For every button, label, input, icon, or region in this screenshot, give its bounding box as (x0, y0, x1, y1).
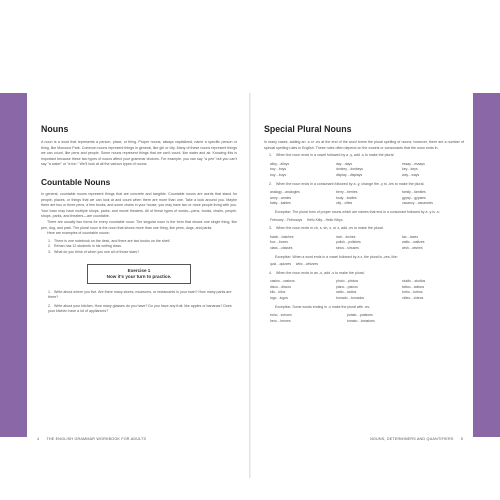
exercise-box (87, 264, 191, 284)
countable-paragraph-2: There are usually two forms for every countable noun. The singular noun is the form that shows one single thing, like pen, dog, and park. The plural noun is the noun that shows more than one thing, like pens, dogs, and parks. (41, 219, 237, 230)
word-pair: buy…buys (270, 172, 287, 177)
word-pair: tomato…tomatoes (347, 318, 375, 323)
book-gutter (249, 93, 251, 478)
left-color-tab (0, 93, 27, 437)
rule-3-exception-words: quiz…quizzes whiz…whizzes (270, 262, 319, 267)
nouns-intro: A noun is a word that represents a person, place, or thing. Proper nouns, always capitalized, name a specific person or thing, like Monsoor Park. Common nouns represent things in general, like girl or city. Many of these nouns represent things we can count, like pens and people. Some nouns represent things that we can't count, like water and air. Knowing this is important because these two types of nouns affect your grammar choices. For example, you can say "a pen" but you can't say "a water" or "a fun." We'll look at all the various types of nouns. (41, 140, 237, 167)
exercise-title: Exercise 1 (127, 267, 151, 273)
right-footer (370, 437, 469, 441)
word-pair: analogy…analogies (270, 190, 300, 195)
word-pair: tornado…tornados (336, 296, 365, 301)
right-page (264, 124, 464, 327)
word-pair: family…families (402, 190, 426, 195)
left-footer (31, 437, 146, 441)
word-pair: hero…heroes (270, 318, 291, 323)
word-pair: alloy…alloys (270, 161, 290, 166)
rule-1-words (270, 162, 464, 179)
rule-4: 4. When the noun ends in an -o, add -s to make the plural. (269, 270, 365, 275)
list-item: 1. There is one notebook on the desk, and there are two books on the shelf. (48, 238, 171, 243)
word-pair: echo…echoes (270, 313, 292, 318)
word-pair: army…armies (270, 195, 292, 200)
word-pair: waltz…waltzes (402, 240, 425, 245)
right-footer-title: NOUNS, DETERMINERS AND QUANTIFIERS (370, 437, 454, 441)
word-pair: studio…studios (402, 279, 426, 284)
rule-4-exception: Exception: Some words ending in -o make the plural with -es: (275, 304, 370, 309)
word-pair: disco…discos (270, 284, 291, 289)
word-pair: batch…batches (270, 234, 294, 239)
left-footer-title: THE ENGLISH GRAMMAR WORKBOOK FOR ADULTS (46, 437, 147, 441)
rule-4-exception-words (270, 313, 420, 324)
rule-3: 3. When the noun ends in ch, s, sh, x, or z, add -es to make the plural. (269, 226, 384, 231)
word-pair: class…classes (270, 245, 293, 250)
word-pair: polish…polishes (336, 240, 361, 245)
exercise-subtitle: Now it's your turn to practice. (106, 273, 172, 279)
special-plural-intro: In many cases, adding an -s or -es at the end of the word forms the plural spelling of nouns; however, there are a number of special spelling rules in English. These rules often depend on the vowels or consonants that the noun ends in. (264, 140, 464, 150)
rule-4-words (270, 279, 464, 301)
word-pair: box…boxes (270, 240, 288, 245)
word-pair: logo…logos (270, 296, 288, 301)
word-pair: city…cities (336, 201, 353, 206)
word-pair: day…days (336, 161, 353, 166)
nouns-heading: Nouns (41, 124, 69, 134)
countable-paragraph-1: In general, countable nouns represent things that are concrete and tangible. Countable nouns are words that stand for people, places, or things that we can look at and count when there are more than one. Take a look around you. Maybe there are two or three pens, a few books, and some chairs in your house; you may have two or more people living with you. Your town may have multiple shops, parks, and movie theaters. All of these types of words—pens, books, chairs, people, shops, parks, and theaters—are countable. (41, 191, 237, 219)
word-pair: body…bodies (336, 195, 357, 200)
word-pair: berry…berries (336, 190, 358, 195)
word-pair: display…displays (336, 172, 363, 177)
word-pair: turbo…turbos (402, 290, 423, 295)
rule-2-words (270, 190, 464, 207)
word-pair: essay…essays (402, 161, 425, 166)
word-pair: way…ways (402, 172, 420, 177)
word-pair: photo…photos (336, 279, 359, 284)
left-page (41, 124, 237, 315)
word-pair: donkey…donkeys (336, 167, 363, 172)
right-color-tab (473, 93, 500, 437)
word-pair: sinus…sinuses (336, 245, 359, 250)
word-pair: potato…potatoes (347, 313, 373, 318)
word-pair: inch…inches (336, 234, 356, 239)
exercise-questions-list (48, 290, 237, 315)
list-item: 2. Write about your kitchen. How many glasses do you have? Do you have any fruit, like apples or bananas? Does your kitchen have a lot of appliances? (48, 303, 232, 314)
rule-3-words (270, 235, 464, 252)
rule-2-exception: Exception: The plural form of proper nouns which are names that end in a consonant followed by a -y is -s: (275, 209, 440, 214)
list-item: 2. Rehan has 12 students in his writing class. (48, 244, 122, 249)
list-item: 1. Write about where you live. Are there many stores, museums, or restaurants in your town? How many parks are there? (48, 289, 232, 300)
rule-2: 2. When the noun ends in a consonant followed by a -y, change the -y to -ies to make the plural. (269, 181, 425, 186)
word-pair: gypsy…gypsies (402, 195, 426, 200)
word-pair: tax…taxes (402, 234, 419, 239)
word-pair: vacancy…vacancies (402, 201, 433, 206)
word-pair: wish…wishes (402, 245, 423, 250)
countable-nouns-heading: Countable Nouns (41, 176, 111, 187)
right-page-number: 5 (460, 437, 463, 441)
countable-paragraph-3: Here are examples of countable nouns: (47, 231, 110, 236)
list-item: 3. What do you think of when you see all of those stars? (48, 249, 140, 254)
word-pair: casino…casinos (270, 279, 295, 284)
rule-2-exception-words: February…Februarys Hello Kitty…Hello Kittys (270, 217, 343, 222)
word-pair: key…keys (402, 167, 418, 172)
word-pair: kilo…kilos (270, 290, 286, 295)
countable-examples-list (48, 239, 237, 256)
word-pair: boy…boys (270, 167, 287, 172)
word-pair: tattoo…tattoos (402, 284, 425, 289)
word-pair: video…videos (402, 296, 424, 301)
rule-3-exception: Exception: When a word ends in a vowel followed by a z, the plural is -zes, like: (275, 254, 398, 259)
word-pair: baby…babies (270, 201, 291, 206)
rule-1: 1. When the noun ends in a vowel followed by a -y, add -s to make the plural. (269, 153, 395, 158)
left-page-number: 4 (37, 437, 40, 441)
special-plural-heading: Special Plural Nouns (264, 124, 352, 134)
word-pair: radio…radios (336, 290, 357, 295)
word-pair: piano…pianos (336, 284, 358, 289)
